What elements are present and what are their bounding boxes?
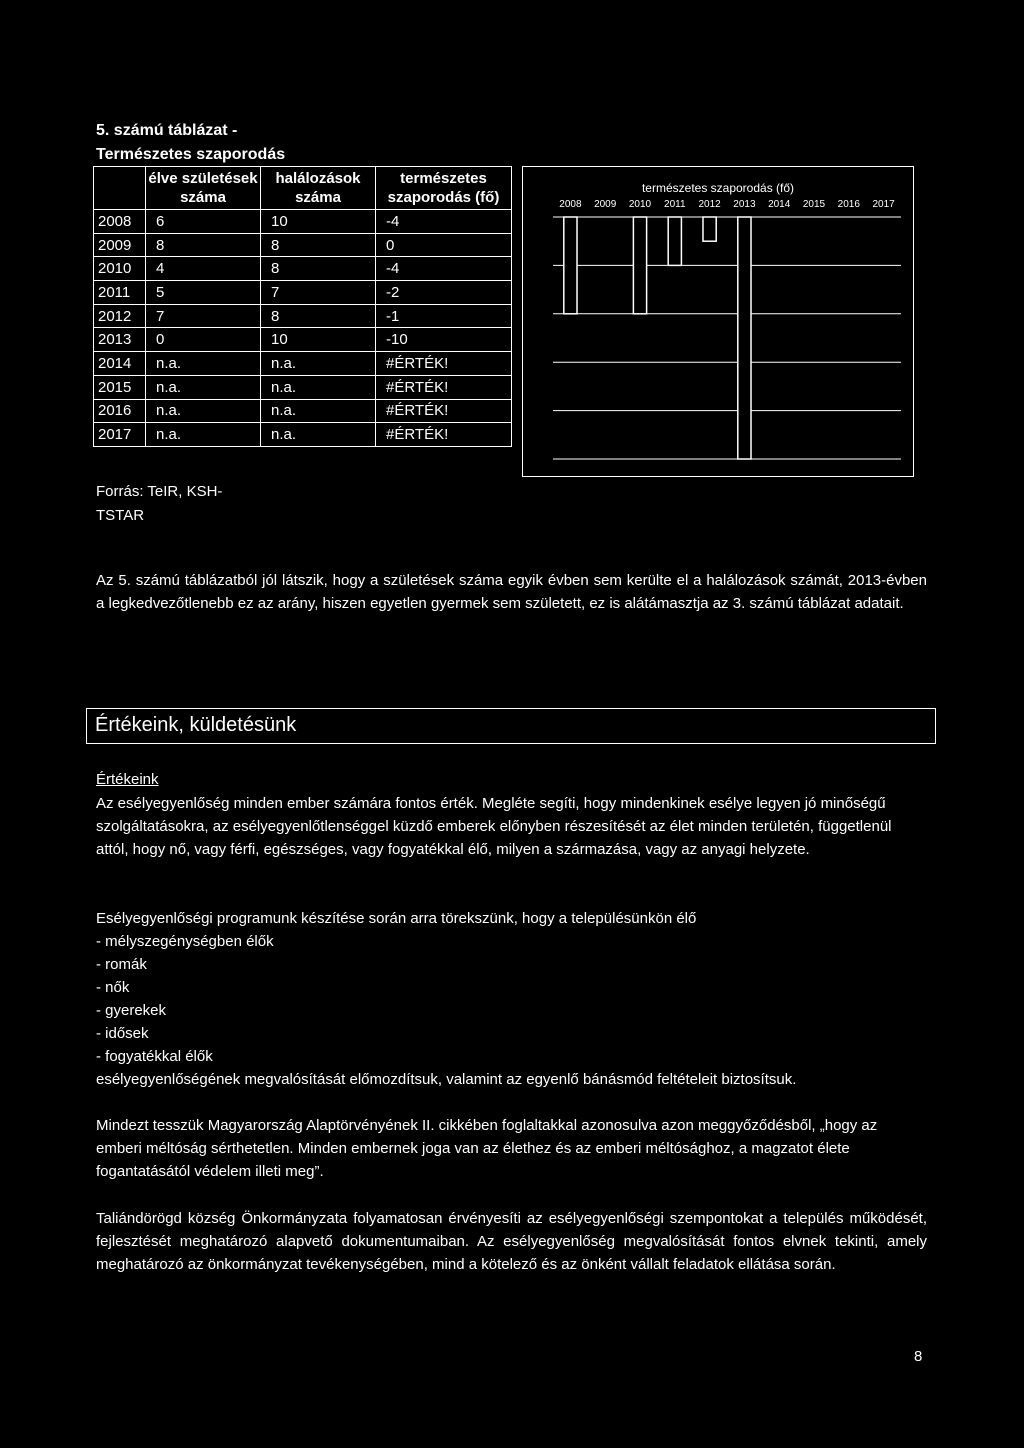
table-cell: 7	[261, 281, 376, 305]
table-row	[94, 328, 512, 352]
row-year: 2017	[94, 423, 146, 447]
x-tick-label: 2012	[698, 199, 721, 210]
table-cell: n.a.	[261, 375, 376, 399]
table-cell: #ÉRTÉK!	[376, 423, 512, 447]
table-cell: 8	[261, 233, 376, 257]
x-tick-label: 2009	[594, 199, 617, 210]
table-header-row	[94, 167, 512, 210]
table-cell: -2	[376, 281, 512, 305]
table-row	[94, 281, 512, 305]
table-header: természetes szaporodás (fő)	[376, 167, 512, 210]
row-year: 2009	[94, 233, 146, 257]
chart-title: természetes szaporodás (fő)	[641, 181, 795, 195]
natural-increase-table	[93, 166, 512, 447]
table-cell: #ÉRTÉK!	[376, 352, 512, 376]
chart-bar	[564, 217, 577, 314]
table-cell: 7	[146, 304, 261, 328]
table-row	[94, 210, 512, 234]
chart-bar	[703, 217, 716, 241]
table-row	[94, 375, 512, 399]
table-row	[94, 423, 512, 447]
list-item: - idősek	[96, 1025, 149, 1042]
table-cell: n.a.	[261, 423, 376, 447]
x-tick-label: 2016	[837, 199, 860, 210]
table-cell: -4	[376, 210, 512, 234]
table-cell: 4	[146, 257, 261, 281]
chart-bar	[668, 217, 681, 265]
subheading-values: Értékeink	[96, 771, 159, 788]
list-intro: Esélyegyenlőségi programunk készítése során arra törekszünk, hogy a településünkön élő	[96, 910, 697, 927]
x-tick-label: 2008	[559, 199, 582, 210]
x-tick-label: 2010	[628, 199, 652, 210]
row-year: 2012	[94, 304, 146, 328]
x-tick-label: 2013	[733, 199, 756, 210]
paragraph-table-analysis: Az 5. számú táblázatból jól látszik, hogy a születések száma egyik évben sem kerülte el a halálozások számát, 2013-évben a legkedvezőtlenebb ez az arány, hiszen egyetlen gyermek sem született, ez is alátámasztja az 3. számú táblázat adatait.	[96, 572, 927, 612]
section-header	[86, 708, 936, 744]
x-tick-label: 2014	[768, 199, 791, 210]
table-cell: -10	[376, 328, 512, 352]
list-item: - nők	[96, 979, 130, 996]
table-cell: 8	[146, 233, 261, 257]
target-groups-list	[96, 930, 927, 1068]
table-row	[94, 399, 512, 423]
table-cell: 8	[261, 257, 376, 281]
paragraph-constitution: Mindezt tesszük Magyarország Alaptörvényének II. cikkében foglaltakkal azonosulva azon meggyőződésből, „hogy az emberi méltóság sérthetetlen. Minden embernek joga van az élethez és az emberi méltósághoz, a magzatot élete fogantatásától védelem illeti meg”.	[96, 1117, 878, 1180]
table-cell: #ÉRTÉK!	[376, 375, 512, 399]
row-year: 2008	[94, 210, 146, 234]
list-item: - gyerekek	[96, 1002, 167, 1019]
table-row	[94, 257, 512, 281]
natural-increase-chart	[522, 166, 914, 477]
table-row	[94, 304, 512, 328]
table-cell: n.a.	[146, 375, 261, 399]
table-cell: 10	[261, 210, 376, 234]
list-item: - mélyszegénységben élők	[96, 933, 274, 950]
page-number: 8	[914, 1348, 923, 1365]
table-cell: 10	[261, 328, 376, 352]
table-row	[94, 233, 512, 257]
row-year: 2011	[94, 281, 146, 305]
table-cell: 0	[376, 233, 512, 257]
table-source: Forrás: TeIR, KSH-TSTAR	[96, 483, 223, 524]
paragraph-municipality: Taliándörögd község Önkormányzata folyamatosan érvényesíti az esélyegyenlőségi szempontokat a település működését, fejlesztését meghatározó alapvető dokumentumaiban. Az esélyegyenlőség megvalósítását fontos elvnek tekinti, amely meghatározó az önkormányzat tevékenységében, mind a kötelező és az önként vállalt feladatok ellátása során.	[96, 1210, 927, 1273]
table-cell: 8	[261, 304, 376, 328]
x-tick-label: 2017	[872, 199, 895, 210]
table-caption: 5. számú táblázat - Természetes szaporodás	[96, 122, 286, 163]
table-row	[94, 352, 512, 376]
table-cell: 5	[146, 281, 261, 305]
row-year: 2015	[94, 375, 146, 399]
x-tick-label: 2011	[664, 199, 686, 210]
table-cell: -4	[376, 257, 512, 281]
row-year: 2010	[94, 257, 146, 281]
row-year: 2016	[94, 399, 146, 423]
table-cell: n.a.	[146, 423, 261, 447]
row-year: 2013	[94, 328, 146, 352]
table-cell: n.a.	[146, 352, 261, 376]
chart-canvas	[523, 167, 913, 476]
list-outro: esélyegyenlőségének megvalósítását előmozdítsuk, valamint az egyenlő bánásmód feltételeit biztosítsuk.	[96, 1071, 797, 1088]
table-cell: #ÉRTÉK!	[376, 399, 512, 423]
table-cell: n.a.	[261, 352, 376, 376]
list-block	[96, 907, 927, 1091]
chart-bar	[738, 217, 751, 459]
chart-bar	[633, 217, 646, 314]
x-tick-label: 2015	[802, 199, 826, 210]
row-year: 2014	[94, 352, 146, 376]
table-cell: 0	[146, 328, 261, 352]
list-item: - fogyatékkal élők	[96, 1048, 213, 1065]
paragraph-equal-opportunity: Az esélyegyenlőség minden ember számára fontos érték. Megléte segíti, hogy mindenkinek esélye legyen jó minőségű szolgáltatásokra, az esélyegyenlőtlenséggel küzdő emberek előnyben részesítését az élet minden területén, függetlenül attól, hogy nő, vagy férfi, egészséges, vagy fogyatékkal élő, milyen a származása, vagy az anyagi helyzete.	[96, 795, 892, 858]
table-cell: -1	[376, 304, 512, 328]
table-cell: 6	[146, 210, 261, 234]
table-cell: n.a.	[146, 399, 261, 423]
table-header	[94, 167, 146, 210]
table-header: halálozások száma	[261, 167, 376, 210]
table-cell: n.a.	[261, 399, 376, 423]
section-title: Értékeink, küldetésünk	[95, 714, 297, 736]
list-item: - romák	[96, 956, 147, 973]
table-header: élve születések száma	[146, 167, 261, 210]
